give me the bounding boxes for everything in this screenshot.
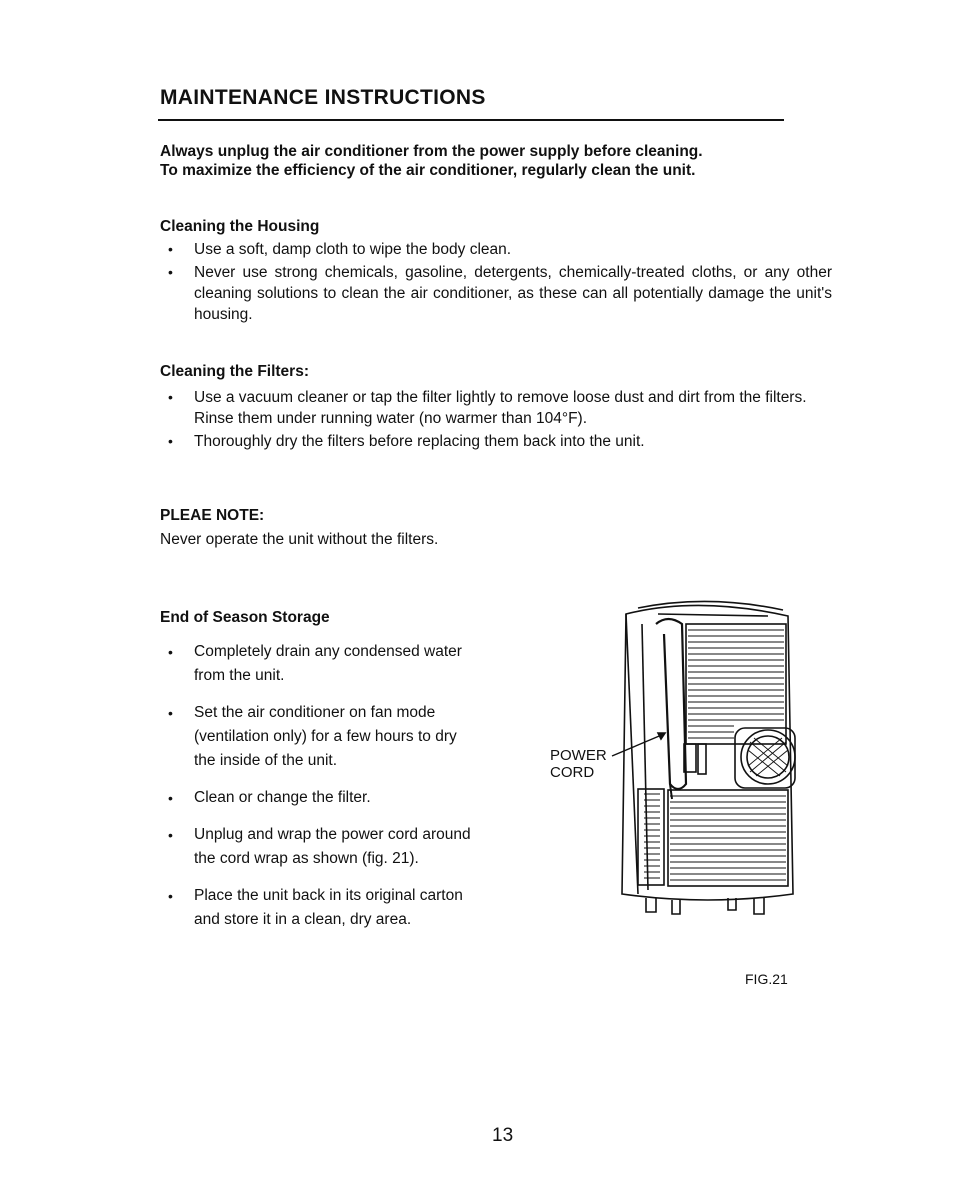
list-item bbox=[160, 823, 475, 871]
list-item-text: Completely drain any condensed water from the unit. bbox=[194, 643, 462, 684]
bullet-icon: • bbox=[168, 433, 173, 449]
list-item-text: Use a vacuum cleaner or tap the filter lightly to remove loose dust and dirt from the filters. Rinse them under running water (no warmer than 104°F). bbox=[194, 389, 807, 427]
housing-heading: Cleaning the Housing bbox=[160, 218, 320, 235]
efficiency-tip: To maximize the efficiency of the air conditioner, regularly clean the unit. bbox=[160, 162, 696, 179]
list-item-text: Thoroughly dry the filters before replacing them back into the unit. bbox=[194, 433, 645, 450]
storage-heading: End of Season Storage bbox=[160, 609, 330, 626]
list-item bbox=[160, 701, 475, 773]
note-text: Never operate the unit without the filters. bbox=[160, 531, 439, 548]
note-heading: PLEAE NOTE: bbox=[160, 507, 265, 524]
filters-heading: Cleaning the Filters: bbox=[160, 363, 309, 380]
callout-line: CORD bbox=[550, 764, 595, 781]
list-item-text: Unplug and wrap the power cord around the cord wrap as shown (fig. 21). bbox=[194, 826, 471, 867]
bullet-icon: • bbox=[168, 827, 173, 843]
air-conditioner-illustration bbox=[598, 594, 808, 934]
list-item bbox=[160, 786, 475, 810]
bullet-icon: • bbox=[168, 790, 173, 806]
bullet-icon: • bbox=[168, 241, 173, 257]
list-item bbox=[160, 431, 832, 452]
filters-list bbox=[160, 387, 832, 454]
list-item-text: Use a soft, damp cloth to wipe the body clean. bbox=[194, 241, 512, 258]
list-item bbox=[160, 262, 832, 325]
list-item bbox=[160, 884, 475, 932]
bullet-icon: • bbox=[168, 644, 173, 660]
bullet-icon: • bbox=[168, 389, 173, 405]
list-item-text: Place the unit back in its original carton and store it in a clean, dry area. bbox=[194, 887, 463, 928]
list-item-text: Set the air conditioner on fan mode (ventilation only) for a few hours to dry the inside of the unit. bbox=[194, 704, 457, 769]
housing-list bbox=[160, 239, 832, 327]
page-number: 13 bbox=[492, 1125, 514, 1146]
title-rule bbox=[158, 119, 784, 121]
storage-list bbox=[160, 640, 475, 945]
callout-line: POWER bbox=[550, 747, 607, 764]
power-cord-callout bbox=[550, 747, 607, 781]
list-item-text: Clean or change the filter. bbox=[194, 789, 371, 806]
list-item bbox=[160, 387, 832, 429]
bullet-icon: • bbox=[168, 264, 173, 280]
bullet-icon: • bbox=[168, 705, 173, 721]
section-title: MAINTENANCE INSTRUCTIONS bbox=[160, 86, 486, 109]
unplug-warning: Always unplug the air conditioner from the power supply before cleaning. bbox=[160, 143, 703, 160]
bullet-icon: • bbox=[168, 888, 173, 904]
list-item bbox=[160, 640, 475, 688]
figure-caption: FIG.21 bbox=[745, 971, 788, 987]
list-item bbox=[160, 239, 832, 260]
list-item-text: Never use strong chemicals, gasoline, detergents, chemically-treated cloths, or any other cleaning solutions to clean the air conditioner, as these can all potentially damage the unit's housing. bbox=[194, 264, 832, 323]
